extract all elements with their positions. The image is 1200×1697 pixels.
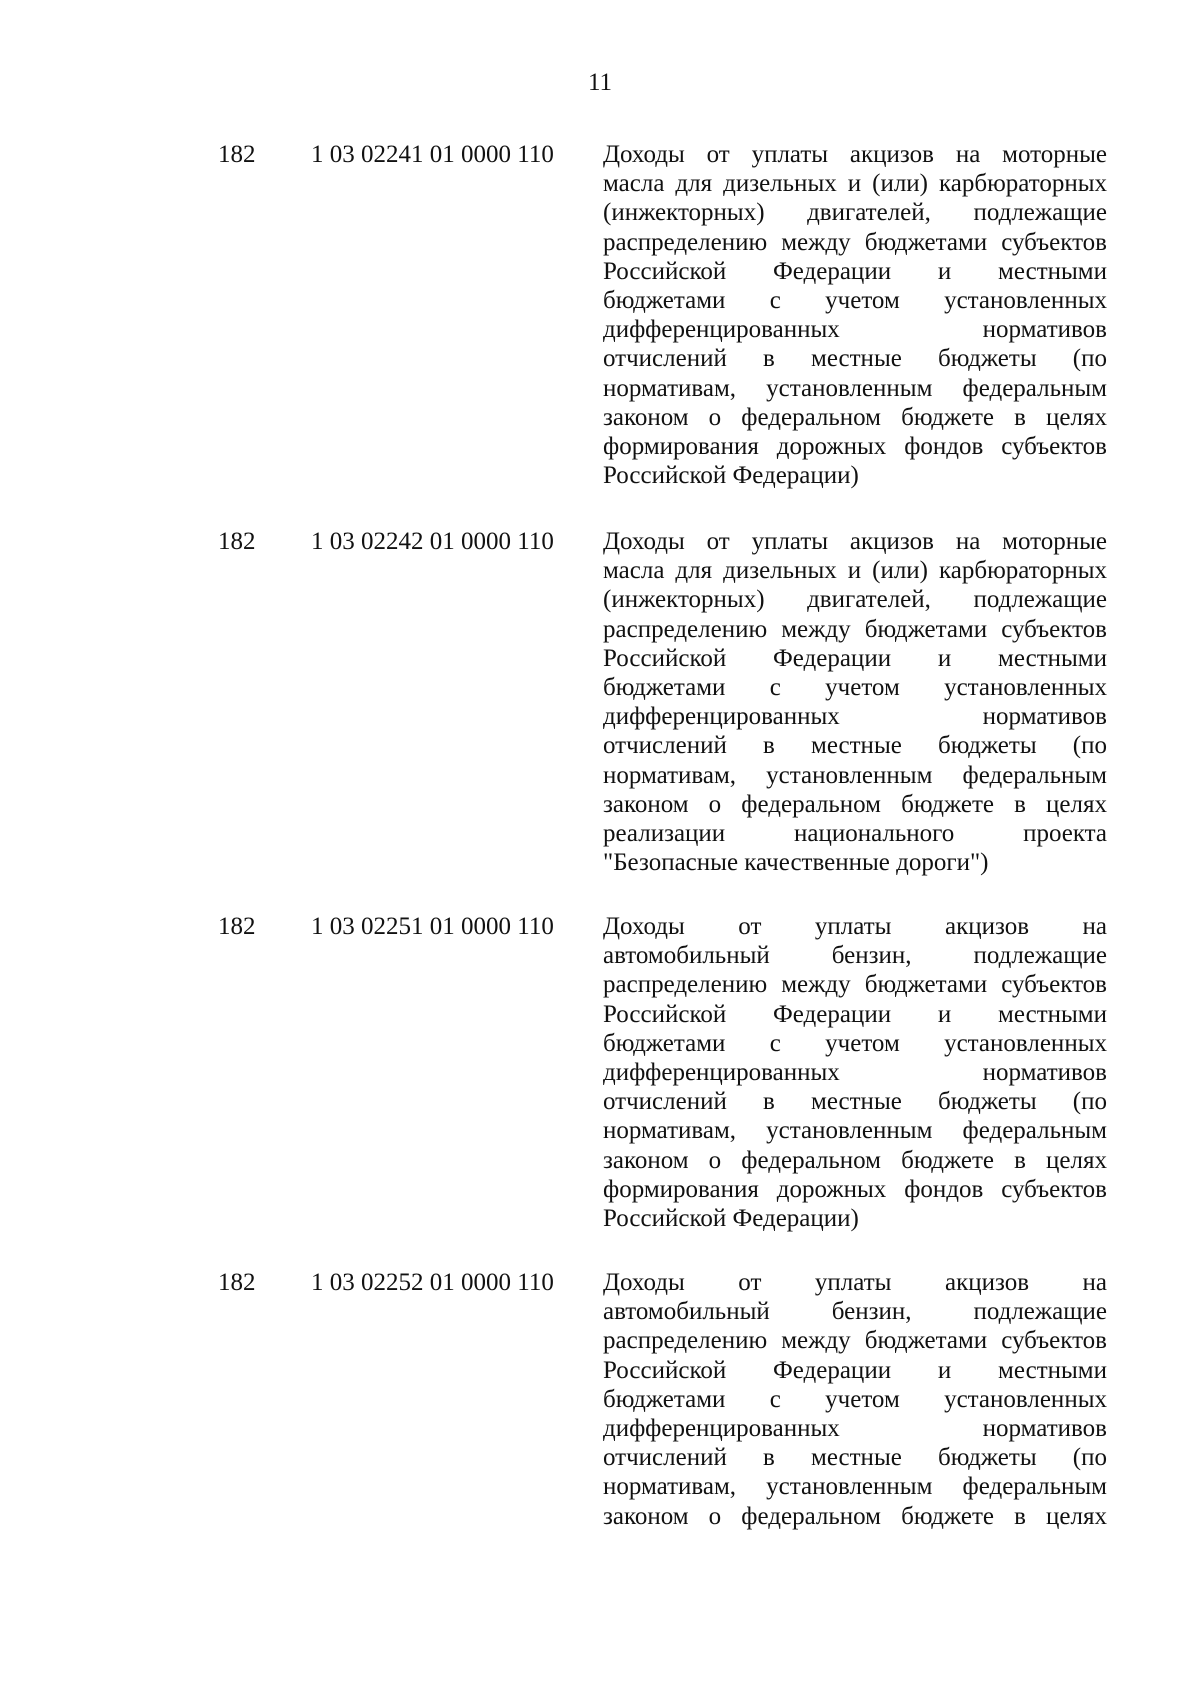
- description-line: законом о федеральном бюджете в целях: [603, 790, 1107, 818]
- description-line: автомобильный бензин, подлежащие: [603, 1298, 1107, 1326]
- description-line: законом о федеральном бюджете в целях: [603, 1502, 1107, 1530]
- description-line: законом о федеральном бюджете в целях: [603, 1146, 1107, 1174]
- description-line: "Безопасные качественные дороги"): [603, 849, 989, 877]
- page-number: 11: [587, 69, 613, 96]
- description-line: распределению между бюджетами субъектов: [603, 615, 1107, 643]
- administrator-code: 182: [218, 528, 256, 555]
- description-line: реализации национального проекта: [603, 820, 1107, 848]
- description-line: распределению между бюджетами субъектов: [603, 228, 1107, 256]
- description-line: нормативам, установленным федеральным: [603, 374, 1107, 402]
- budget-classification-code: 1 03 02242 01 0000 110: [311, 528, 554, 555]
- description-line: отчислений в местные бюджеты (по: [603, 732, 1107, 760]
- revenue-description: [603, 140, 1107, 490]
- description-line: (инжекторных) двигателей, подлежащие: [603, 199, 1107, 227]
- description-line: распределению между бюджетами субъектов: [603, 1327, 1107, 1355]
- description-line: бюджетами с учетом установленных: [603, 1385, 1107, 1413]
- description-line: Российской Федерации и местными: [603, 1000, 1107, 1028]
- description-line: законом о федеральном бюджете в целях: [603, 403, 1107, 431]
- description-line: дифференцированных нормативов: [603, 316, 1107, 344]
- description-line: Российской Федерации): [603, 1205, 859, 1233]
- description-line: дифференцированных нормативов: [603, 1059, 1107, 1087]
- description-line: Российской Федерации и местными: [603, 1356, 1107, 1384]
- description-line: отчислений в местные бюджеты (по: [603, 1444, 1107, 1472]
- revenue-description: [603, 1268, 1107, 1531]
- description-line: нормативам, установленным федеральным: [603, 761, 1107, 789]
- administrator-code: 182: [218, 1269, 256, 1296]
- description-line: масла для дизельных и (или) карбюраторных: [603, 170, 1107, 198]
- revenue-description: [603, 527, 1107, 877]
- description-line: Доходы от уплаты акцизов на моторные: [603, 528, 1107, 555]
- revenue-description: [603, 912, 1107, 1233]
- description-line: Доходы от уплаты акцизов на: [603, 1269, 1107, 1296]
- description-line: Российской Федерации и местными: [603, 257, 1107, 285]
- description-line: бюджетами с учетом установленных: [603, 674, 1107, 702]
- description-line: Доходы от уплаты акцизов на моторные: [603, 141, 1107, 168]
- description-line: бюджетами с учетом установленных: [603, 287, 1107, 315]
- budget-classification-code: 1 03 02252 01 0000 110: [311, 1269, 554, 1296]
- description-line: дифференцированных нормативов: [603, 1415, 1107, 1443]
- description-line: (инжекторных) двигателей, подлежащие: [603, 586, 1107, 614]
- description-line: Российской Федерации и местными: [603, 644, 1107, 672]
- description-line: масла для дизельных и (или) карбюраторных: [603, 557, 1107, 585]
- description-line: дифференцированных нормативов: [603, 703, 1107, 731]
- description-line: Российской Федерации): [603, 462, 859, 490]
- administrator-code: 182: [218, 141, 256, 168]
- description-line: автомобильный бензин, подлежащие: [603, 942, 1107, 970]
- budget-classification-code: 1 03 02241 01 0000 110: [311, 141, 554, 168]
- description-line: отчислений в местные бюджеты (по: [603, 345, 1107, 373]
- administrator-code: 182: [218, 913, 256, 940]
- description-line: отчислений в местные бюджеты (по: [603, 1088, 1107, 1116]
- description-line: Доходы от уплаты акцизов на: [603, 913, 1107, 940]
- budget-classification-code: 1 03 02251 01 0000 110: [311, 913, 554, 940]
- description-line: бюджетами с учетом установленных: [603, 1029, 1107, 1057]
- description-line: формирования дорожных фондов субъектов: [603, 433, 1107, 461]
- description-line: формирования дорожных фондов субъектов: [603, 1175, 1107, 1203]
- description-line: нормативам, установленным федеральным: [603, 1117, 1107, 1145]
- description-line: нормативам, установленным федеральным: [603, 1473, 1107, 1501]
- description-line: распределению между бюджетами субъектов: [603, 971, 1107, 999]
